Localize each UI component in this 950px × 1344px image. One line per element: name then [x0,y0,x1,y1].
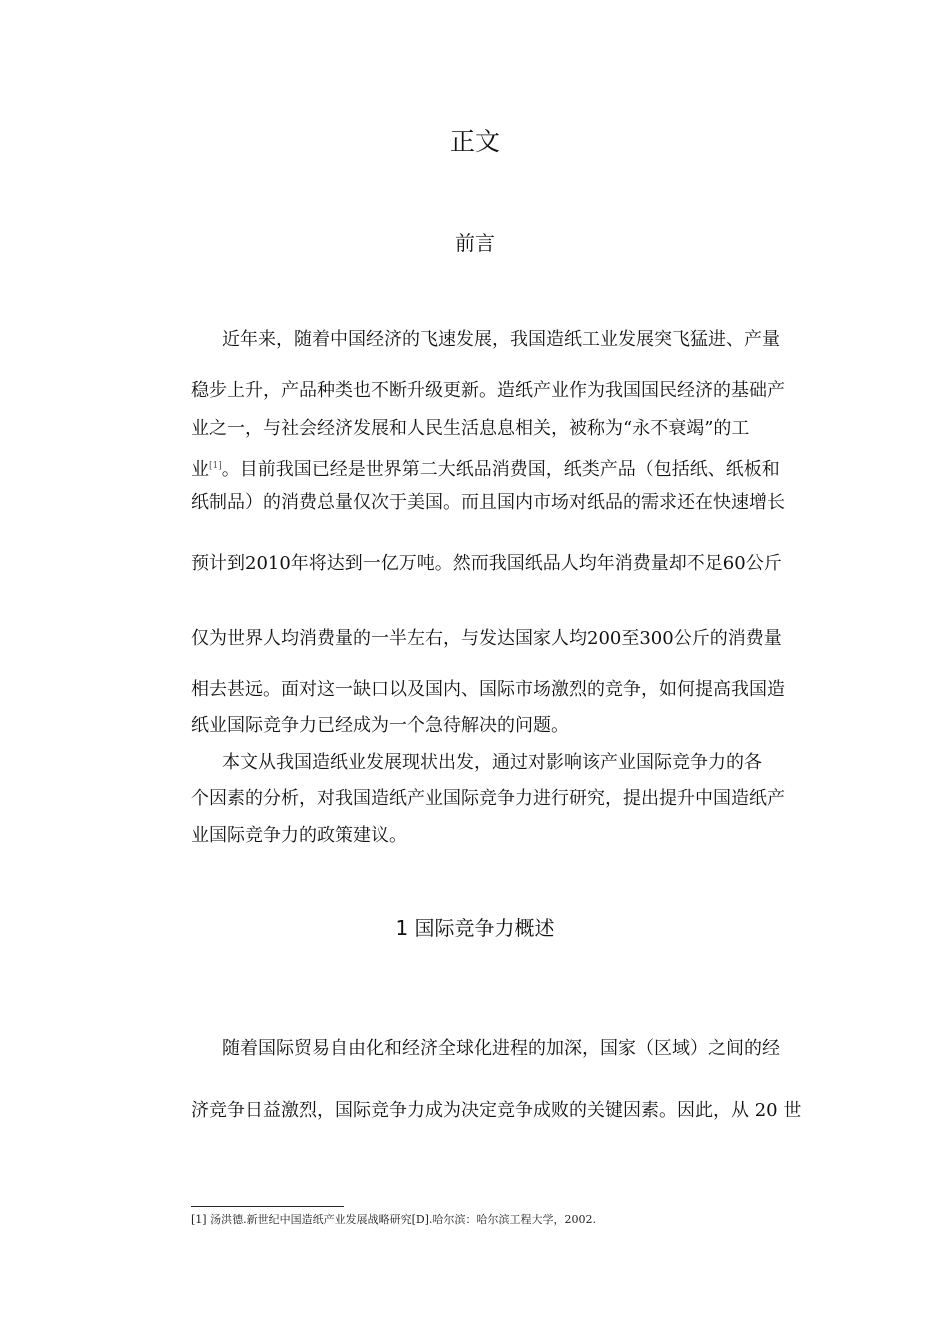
paragraph-text: 业 [191,459,209,480]
page-title: 正文 [449,127,500,156]
paragraph-line: 仅为世界人均消费量的一半左右，与发达国家人均200至300公斤的消费量 [191,628,782,649]
paragraph-line: 随着国际贸易自由化和经济全球化进程的加深，国家（区域）之间的经 [222,1038,780,1059]
paragraph-line [191,453,807,483]
paragraph-line: 近年来，随着中国经济的飞速发展，我国造纸工业发展突飞猛进、产量 [222,329,780,350]
paragraph-line: 业国际竞争力的政策建议。 [191,825,407,846]
paragraph-text: 。目前我国已经是世界第二大纸品消费国，纸类产品（包括纸、纸板和 [221,459,780,480]
footnote-reference[interactable]: [1] [209,461,222,471]
footnote-divider [191,1206,344,1207]
paragraph-line: 纸制品）的消费总量仅次于美国。而且国内市场对纸品的需求还在快速增长 [191,492,785,513]
paragraph-line: 个因素的分析，对我国造纸产业国际竞争力进行研究，提出提升中国造纸产 [191,788,785,809]
paragraph-line: 稳步上升，产品种类也不断升级更新。造纸产业作为我国国民经济的基础产 [191,380,785,401]
paragraph-line: 本文从我国造纸业发展现状出发，通过对影响该产业国际竞争力的各 [222,752,762,773]
footnote: [1] 汤洪德.新世纪中国造纸产业发展战略研究[D].哈尔滨：哈尔滨工程大学，2002. [191,1213,596,1226]
paragraph-line: 预计到2010年将达到一亿万吨。然而我国纸品人均年消费量却不足60公斤 [191,553,782,574]
paragraph-line: 业之一，与社会经济发展和人民生活息息相关，被称为“永不衰竭”的工 [191,418,750,439]
paragraph-line: 纸业国际竞争力已经成为一个急待解决的问题。 [191,715,569,736]
paragraph-line: 相去甚远。面对这一缺口以及国内、国际市场激烈的竞争，如何提高我国造 [191,679,785,700]
section-heading-preface: 前言 [455,231,495,255]
section-heading-1: 1 国际竞争力概述 [395,916,555,940]
paragraph-line: 济竞争日益激烈，国际竞争力成为决定竞争成败的关键因素。因此，从 20 世 [191,1100,802,1121]
